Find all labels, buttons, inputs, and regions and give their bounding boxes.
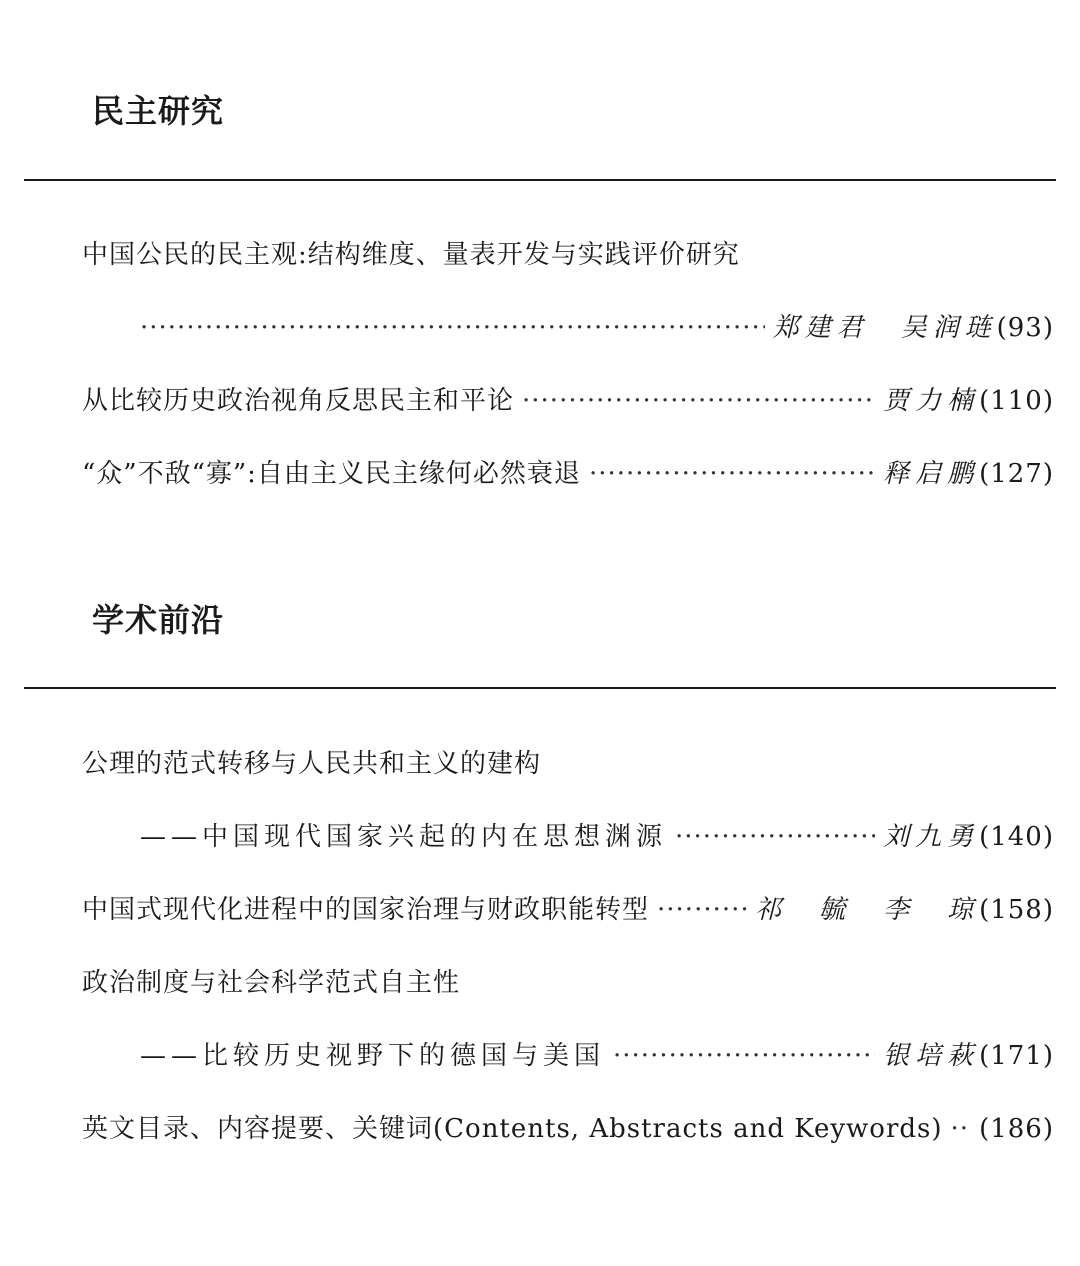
toc-entry-title: 中国式现代化进程中的国家治理与财政职能转型 [82, 895, 650, 925]
leader-dots [613, 1041, 875, 1071]
toc-entry-byline [140, 307, 1054, 344]
toc-entry-page: (186) [979, 1114, 1054, 1144]
toc-entry-subtitle-row [140, 1035, 1054, 1072]
leader-dots [589, 459, 875, 489]
section-divider [24, 179, 1056, 181]
toc-entry-title: 中国公民的民主观:结构维度、量表开发与实践评价研究 [82, 240, 740, 270]
toc-entry-subtitle: ——比较历史视野下的德国与美国 [140, 1041, 606, 1071]
toc-entry-title: 英文目录、内容提要、关键词(Contents, Abstracts and Keywords) [82, 1114, 943, 1144]
toc-entry-title: 政治制度与社会科学范式自主性 [82, 968, 461, 998]
toc-entry-authors: 郑建君 吴润琏 [772, 313, 997, 343]
toc-entry-authors: 释启鹏 [883, 459, 980, 489]
toc-entry-page: (171) [979, 1041, 1054, 1071]
toc-entry-subtitle-row [140, 816, 1054, 853]
leader-dots [522, 386, 875, 416]
toc-entry-page: (140) [979, 822, 1054, 852]
section-title-academic-frontier: 学术前沿 [92, 601, 225, 639]
section-title-democracy-research: 民主研究 [92, 92, 225, 130]
toc-entry-page: (93) [996, 313, 1054, 343]
toc-entry-title: “众”不敌“寡”:自由主义民主缘何必然衰退 [82, 459, 581, 489]
toc-entry-title: 从比较历史政治视角反思民主和平论 [82, 386, 515, 416]
toc-entry-authors: 祁 毓 李 琼 [755, 895, 980, 925]
toc-entry-page: (110) [979, 386, 1054, 416]
toc-entry-authors: 刘九勇 [883, 822, 980, 852]
toc-entry [82, 889, 1054, 926]
leader-dots [140, 313, 765, 343]
toc-entry-page: (158) [979, 895, 1054, 925]
leader-dots [951, 1114, 972, 1144]
section-divider [24, 687, 1056, 689]
toc-entry-subtitle: ——中国现代国家兴起的内在思想渊源 [140, 822, 668, 852]
toc-entry-authors: 银培萩 [883, 1041, 980, 1071]
toc-entry-page: (127) [979, 459, 1054, 489]
leader-dots [675, 822, 875, 852]
toc-entry [82, 453, 1054, 490]
toc-entry-title: 公理的范式转移与人民共和主义的建构 [82, 749, 542, 779]
toc-entry [82, 1108, 1054, 1145]
toc-entry [82, 380, 1054, 417]
toc-entry-authors: 贾力楠 [883, 386, 980, 416]
leader-dots [657, 895, 747, 925]
